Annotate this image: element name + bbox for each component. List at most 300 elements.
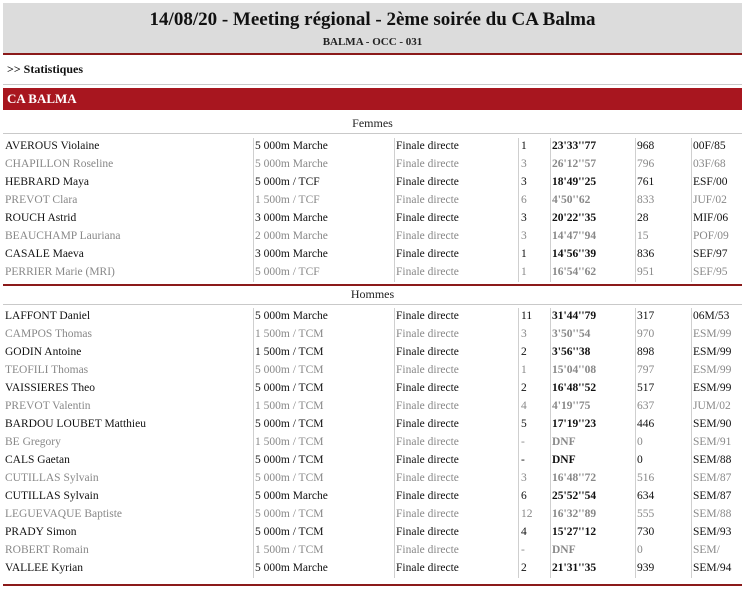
athlete-name[interactable]: BARDOU LOUBET Matthieu [5,418,146,430]
performance: 25'52''54 [552,490,597,502]
place: 3 [521,328,527,340]
points: 637 [637,400,655,412]
category: 06M/53 [693,310,730,322]
athlete-name[interactable]: VALLEE Kyrian [5,562,84,574]
performance: 18'49''25 [552,176,597,188]
column-separator [691,156,692,174]
column-separator [253,156,254,174]
column-separator [550,398,551,416]
column-separator [253,138,254,156]
event-name: 5 000m / TCM [255,382,324,394]
points: 833 [637,194,655,206]
column-separator [691,380,692,398]
event-name: 1 500m / TCM [255,346,324,358]
column-separator [550,246,551,264]
column-separator [253,560,254,578]
performance: 4'19''75 [552,400,591,412]
category: ESF/00 [693,176,728,188]
table-row [3,246,742,264]
column-separator [550,488,551,506]
column-separator [635,560,636,578]
column-separator [635,524,636,542]
category: JUF/02 [693,194,727,206]
column-separator [691,326,692,344]
category: SEM/87 [693,472,732,484]
place: - [521,436,525,448]
points: 28 [637,212,649,224]
performance: 20'22''35 [552,212,597,224]
column-separator [253,542,254,560]
category: SEM/88 [693,454,732,466]
category: ESM/99 [693,364,732,376]
column-separator [394,416,395,434]
column-separator [394,192,395,210]
column-separator [550,362,551,380]
performance: 4'50''62 [552,194,591,206]
category: SEF/97 [693,248,728,260]
column-separator [394,560,395,578]
column-separator [518,308,519,326]
column-separator [691,452,692,470]
place: 3 [521,158,527,170]
table-row [3,434,742,452]
page-subtitle: BALMA - OCC - 031 [322,36,423,48]
column-separator [635,488,636,506]
athlete-name[interactable]: ROUCH Astrid [5,212,77,224]
column-separator [253,524,254,542]
column-separator [394,524,395,542]
column-separator [518,542,519,560]
column-separator [550,560,551,578]
athlete-name[interactable]: PRADY Simon [5,526,77,538]
round-name: Finale directe [396,140,459,152]
column-separator [691,210,692,228]
performance: 26'12''57 [552,158,597,170]
column-separator [691,228,692,246]
athlete-name[interactable]: CUTILLAS Sylvain [5,490,99,502]
column-separator [253,174,254,192]
column-separator [550,138,551,156]
column-separator [518,362,519,380]
column-separator [394,398,395,416]
column-separator [550,452,551,470]
event-name: 5 000m Marche [255,490,328,502]
performance: 16'48''72 [552,472,597,484]
place: 2 [521,346,527,358]
section-divider [3,284,742,286]
round-name: Finale directe [396,328,459,340]
table-row [3,542,742,560]
points: 555 [637,508,655,520]
performance: DNF [552,544,576,556]
round-name: Finale directe [396,436,459,448]
event-name: 5 000m Marche [255,310,328,322]
column-separator [253,228,254,246]
performance: 15'27''12 [552,526,597,538]
column-separator [635,228,636,246]
athlete-name[interactable]: BEAUCHAMP Lauriana [5,230,121,242]
event-name: 3 000m Marche [255,212,328,224]
column-separator [518,344,519,362]
page-title: 14/08/20 - Meeting régional - 2ème soirée du CA Balma [149,9,596,30]
column-separator [518,174,519,192]
table-row [3,380,742,398]
points: 730 [637,526,655,538]
table-row [3,326,742,344]
category: ESM/99 [693,328,732,340]
column-separator [394,488,395,506]
section-divider [3,584,742,586]
round-name: Finale directe [396,158,459,170]
column-separator [518,156,519,174]
round-name: Finale directe [396,364,459,376]
column-separator [518,228,519,246]
column-separator [394,506,395,524]
place: 6 [521,194,527,206]
round-name: Finale directe [396,544,459,556]
column-separator [394,246,395,264]
category: SEM/91 [693,436,732,448]
table-row [3,192,742,210]
category: SEM/90 [693,418,732,430]
column-separator [691,524,692,542]
column-separator [394,470,395,488]
event-name: 1 500m / TCM [255,400,324,412]
column-separator [635,434,636,452]
results-table [3,308,742,578]
column-separator [253,434,254,452]
round-name: Finale directe [396,472,459,484]
athlete-name[interactable]: LEGUEVAQUE Baptiste [5,508,123,520]
column-separator [550,264,551,282]
round-name: Finale directe [396,454,459,466]
table-row [3,398,742,416]
round-name: Finale directe [396,508,459,520]
column-separator [518,524,519,542]
category: ESM/99 [693,346,732,358]
points: 517 [637,382,655,394]
athlete-name[interactable]: CALS Gaetan [5,454,70,466]
event-name: 5 000m Marche [255,140,328,152]
athlete-name[interactable]: PREVOT Clara [5,194,78,206]
column-separator [518,560,519,578]
points: 898 [637,346,655,358]
column-separator [253,344,254,362]
column-separator [518,398,519,416]
table-row [3,344,742,362]
column-separator [518,264,519,282]
points: 970 [637,328,655,340]
column-separator [253,416,254,434]
table-row [3,308,742,326]
points: 761 [637,176,655,188]
column-separator [518,326,519,344]
column-separator [253,326,254,344]
category: MIF/06 [693,212,729,224]
performance: 3'56''38 [552,346,591,358]
category: SEM/ [693,544,720,556]
results-table [3,138,742,282]
table-row [3,362,742,380]
category: SEF/95 [693,266,728,278]
athlete-name[interactable]: PREVOT Valentin [5,400,91,412]
column-separator [518,246,519,264]
column-separator [550,416,551,434]
points: 0 [637,454,643,466]
column-separator [518,434,519,452]
performance: 31'44''79 [552,310,597,322]
place: 1 [521,364,527,376]
event-name: 5 000m / TCM [255,364,324,376]
points: 939 [637,562,655,574]
column-separator [691,560,692,578]
athlete-name[interactable]: LAFFONT Daniel [5,310,91,322]
column-separator [518,470,519,488]
column-separator [518,416,519,434]
column-separator [550,192,551,210]
column-separator [253,488,254,506]
column-separator [518,210,519,228]
page-header [3,3,742,55]
column-separator [691,174,692,192]
column-separator [691,264,692,282]
place: 3 [521,212,527,224]
round-name: Finale directe [396,310,459,322]
event-name: 5 000m / TCF [255,266,320,278]
column-separator [550,210,551,228]
round-name: Finale directe [396,400,459,412]
column-separator [691,192,692,210]
section-title: Femmes [3,116,742,134]
column-separator [550,308,551,326]
column-separator [253,452,254,470]
points: 15 [637,230,649,242]
place: 5 [521,418,527,430]
column-separator [253,506,254,524]
column-separator [691,246,692,264]
column-separator [394,156,395,174]
column-separator [635,192,636,210]
event-name: 1 500m / TCF [255,194,320,206]
column-separator [635,344,636,362]
event-name: 1 500m / TCM [255,544,324,556]
column-separator [691,506,692,524]
event-name: 5 000m / TCM [255,508,324,520]
column-separator [550,506,551,524]
column-separator [691,416,692,434]
column-separator [635,416,636,434]
round-name: Finale directe [396,418,459,430]
place: 11 [521,310,533,322]
column-separator [635,246,636,264]
table-row [3,488,742,506]
column-separator [394,344,395,362]
points: 797 [637,364,655,376]
column-separator [691,308,692,326]
column-separator [253,308,254,326]
column-separator [635,156,636,174]
column-separator [550,470,551,488]
column-separator [550,326,551,344]
column-separator [253,210,254,228]
club-title: CA BALMA [3,88,742,110]
column-separator [394,210,395,228]
event-name: 5 000m Marche [255,562,328,574]
column-separator [635,210,636,228]
performance: 23'33''77 [552,140,597,152]
column-separator [394,308,395,326]
points: 0 [637,544,643,556]
performance: 21'31''35 [552,562,597,574]
event-name: 1 500m / TCM [255,436,324,448]
column-separator [394,264,395,282]
column-separator [550,524,551,542]
event-name: 1 500m / TCM [255,328,324,340]
column-separator [253,246,254,264]
breadcrumb-statistiques-link[interactable]: >> Statistiques [7,62,84,76]
place: 1 [521,140,527,152]
event-name: 3 000m Marche [255,248,328,260]
column-separator [691,434,692,452]
column-separator [394,434,395,452]
athlete-name[interactable]: CUTILLAS Sylvain [5,472,99,484]
place: 2 [521,562,527,574]
column-separator [394,228,395,246]
column-separator [635,264,636,282]
performance: 15'04''08 [552,364,597,376]
place: 1 [521,266,527,278]
points: 796 [637,158,655,170]
category: ESM/99 [693,382,732,394]
performance: 16'32''89 [552,508,597,520]
column-separator [518,380,519,398]
column-separator [691,470,692,488]
performance: 17'19''23 [552,418,597,430]
round-name: Finale directe [396,176,459,188]
table-row [3,228,742,246]
table-row [3,506,742,524]
column-separator [253,398,254,416]
category: SEM/93 [693,526,732,538]
points: 968 [637,140,655,152]
place: 2 [521,382,527,394]
athlete-name[interactable]: CAMPOS Thomas [5,328,93,340]
performance: DNF [552,454,576,466]
table-row [3,138,742,156]
athlete-name[interactable]: GODIN Antoine [5,346,82,358]
athlete-name[interactable]: PERRIER Marie (MRI) [5,266,115,278]
performance: DNF [552,436,576,448]
athlete-name[interactable]: CHAPILLON Roseline [5,158,114,170]
athlete-name[interactable]: VAISSIERES Theo [5,382,95,394]
performance: 16'48''52 [552,382,597,394]
divider [3,84,742,85]
category: JUM/02 [693,400,731,412]
column-separator [518,506,519,524]
column-separator [253,362,254,380]
column-separator [253,264,254,282]
athlete-name[interactable]: TEOFILI Thomas [5,364,89,376]
performance: 3'50''54 [552,328,591,340]
column-separator [253,380,254,398]
athlete-name[interactable]: ROBERT Romain [5,544,89,556]
round-name: Finale directe [396,212,459,224]
round-name: Finale directe [396,382,459,394]
column-separator [635,326,636,344]
column-separator [394,326,395,344]
column-separator [518,138,519,156]
column-separator [691,344,692,362]
table-row [3,524,742,542]
athlete-name[interactable]: CASALE Maeva [5,248,84,260]
category: POF/09 [693,230,729,242]
event-name: 5 000m Marche [255,158,328,170]
column-separator [394,380,395,398]
column-separator [550,228,551,246]
category: SEM/94 [693,562,732,574]
points: 634 [637,490,655,502]
table-row [3,174,742,192]
column-separator [635,470,636,488]
column-separator [691,398,692,416]
column-separator [691,138,692,156]
place: 3 [521,472,527,484]
category: SEM/88 [693,508,732,520]
table-row [3,470,742,488]
performance: 14'47''94 [552,230,597,242]
column-separator [550,380,551,398]
round-name: Finale directe [396,230,459,242]
round-name: Finale directe [396,526,459,538]
points: 446 [637,418,655,430]
athlete-name[interactable]: AVEROUS Violaine [5,140,100,152]
athlete-name[interactable]: BE Gregory [5,436,61,448]
column-separator [550,156,551,174]
column-separator [394,362,395,380]
column-separator [394,174,395,192]
round-name: Finale directe [396,346,459,358]
column-separator [550,434,551,452]
table-row [3,452,742,470]
table-row [3,156,742,174]
column-separator [394,452,395,470]
category: SEM/87 [693,490,732,502]
performance: 16'54''62 [552,266,597,278]
points: 951 [637,266,655,278]
event-name: 5 000m / TCM [255,454,324,466]
place: 6 [521,490,527,502]
column-separator [550,344,551,362]
column-separator [691,488,692,506]
athlete-name[interactable]: HEBRARD Maya [5,176,90,188]
place: 4 [521,526,527,538]
column-separator [691,542,692,560]
column-separator [550,542,551,560]
category: 00F/85 [693,140,726,152]
round-name: Finale directe [396,248,459,260]
section-title: Hommes [3,287,742,305]
column-separator [550,174,551,192]
table-row [3,210,742,228]
column-separator [518,488,519,506]
points: 516 [637,472,655,484]
place: - [521,544,525,556]
table-row [3,264,742,282]
column-separator [394,138,395,156]
column-separator [518,192,519,210]
table-row [3,416,742,434]
round-name: Finale directe [396,194,459,206]
